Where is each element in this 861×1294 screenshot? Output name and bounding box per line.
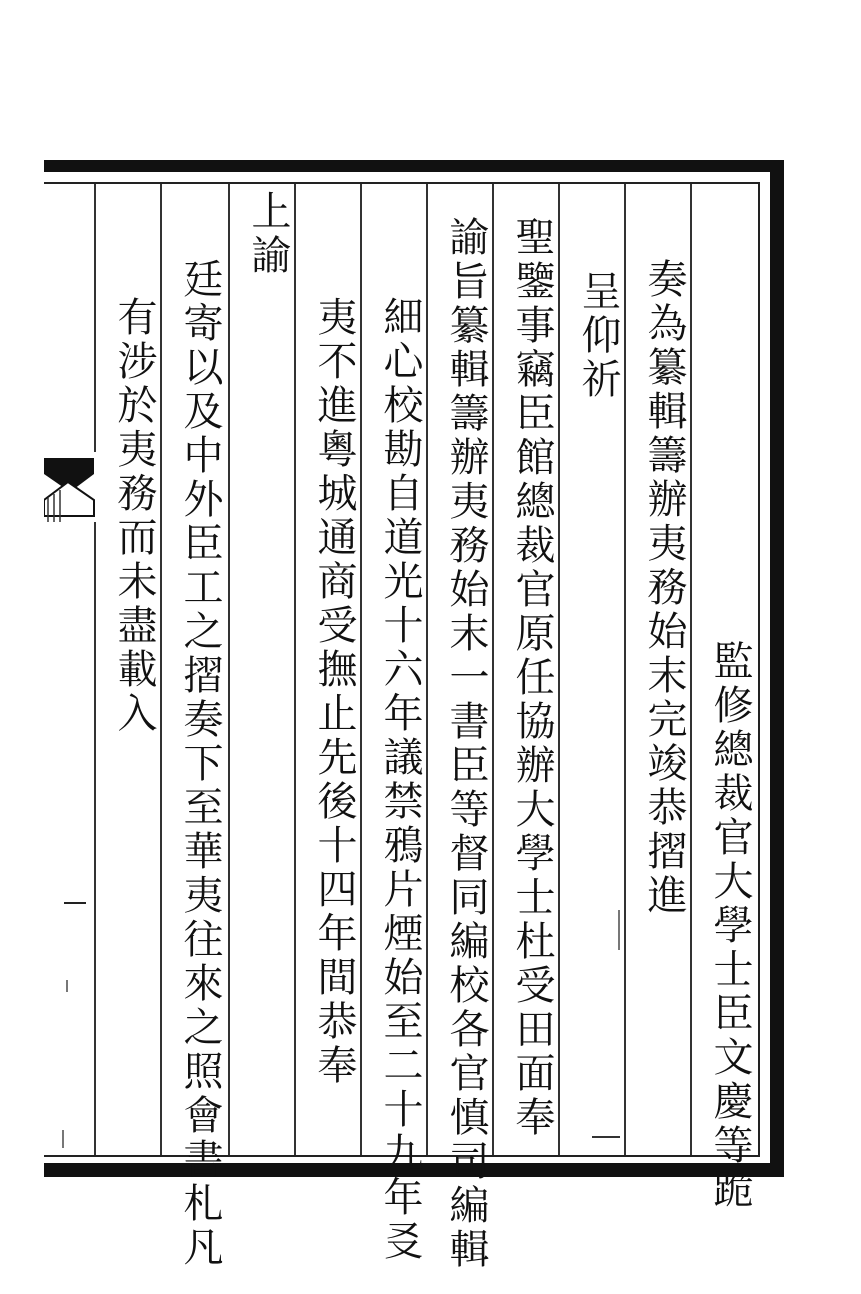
scan-speck xyxy=(618,910,620,950)
frame-top-border xyxy=(44,160,784,172)
text-column-2: 奏為纂輯籌辦夷務始末完竣恭摺進 xyxy=(641,258,687,918)
text-column-3: 呈仰祈 xyxy=(575,270,621,402)
text-column-6: 細心校勘自道光十六年議禁鴉片煙始至二十九年㕛 xyxy=(377,296,423,1264)
text-column-7: 夷不進粵城通商受撫止先後十四年間恭奉 xyxy=(311,296,357,1088)
scan-speck xyxy=(62,1130,64,1148)
frame-inner-top-line xyxy=(44,182,760,184)
frame-right-border xyxy=(770,160,784,1177)
text-column-4: 聖鑒事竊臣館總裁官原任協辦大學士杜受田面奉 xyxy=(509,216,555,1140)
column-end-mark xyxy=(592,1136,620,1138)
fishtail-fold-icon xyxy=(44,452,96,522)
column-divider xyxy=(294,184,296,1155)
frame-inner-right-line xyxy=(758,182,760,1157)
left-edge-line xyxy=(94,184,96,1155)
text-column-5: 諭旨纂輯籌辦夷務始末一書臣等督同編校各官慎司編輯 xyxy=(443,216,489,1272)
text-column-10: 有涉於夷務而未盡載入 xyxy=(111,296,157,736)
page-numeral-mark xyxy=(64,902,86,904)
text-column-8: 上諭 xyxy=(245,190,291,278)
text-column-1: 監修總裁官大學士臣文慶等跪 xyxy=(707,640,753,1212)
text-column-9: 廷寄以及中外臣工之摺奏下至華夷往來之照會書札凡 xyxy=(177,258,223,1270)
column-divider xyxy=(228,184,230,1155)
scan-speck xyxy=(66,980,68,992)
